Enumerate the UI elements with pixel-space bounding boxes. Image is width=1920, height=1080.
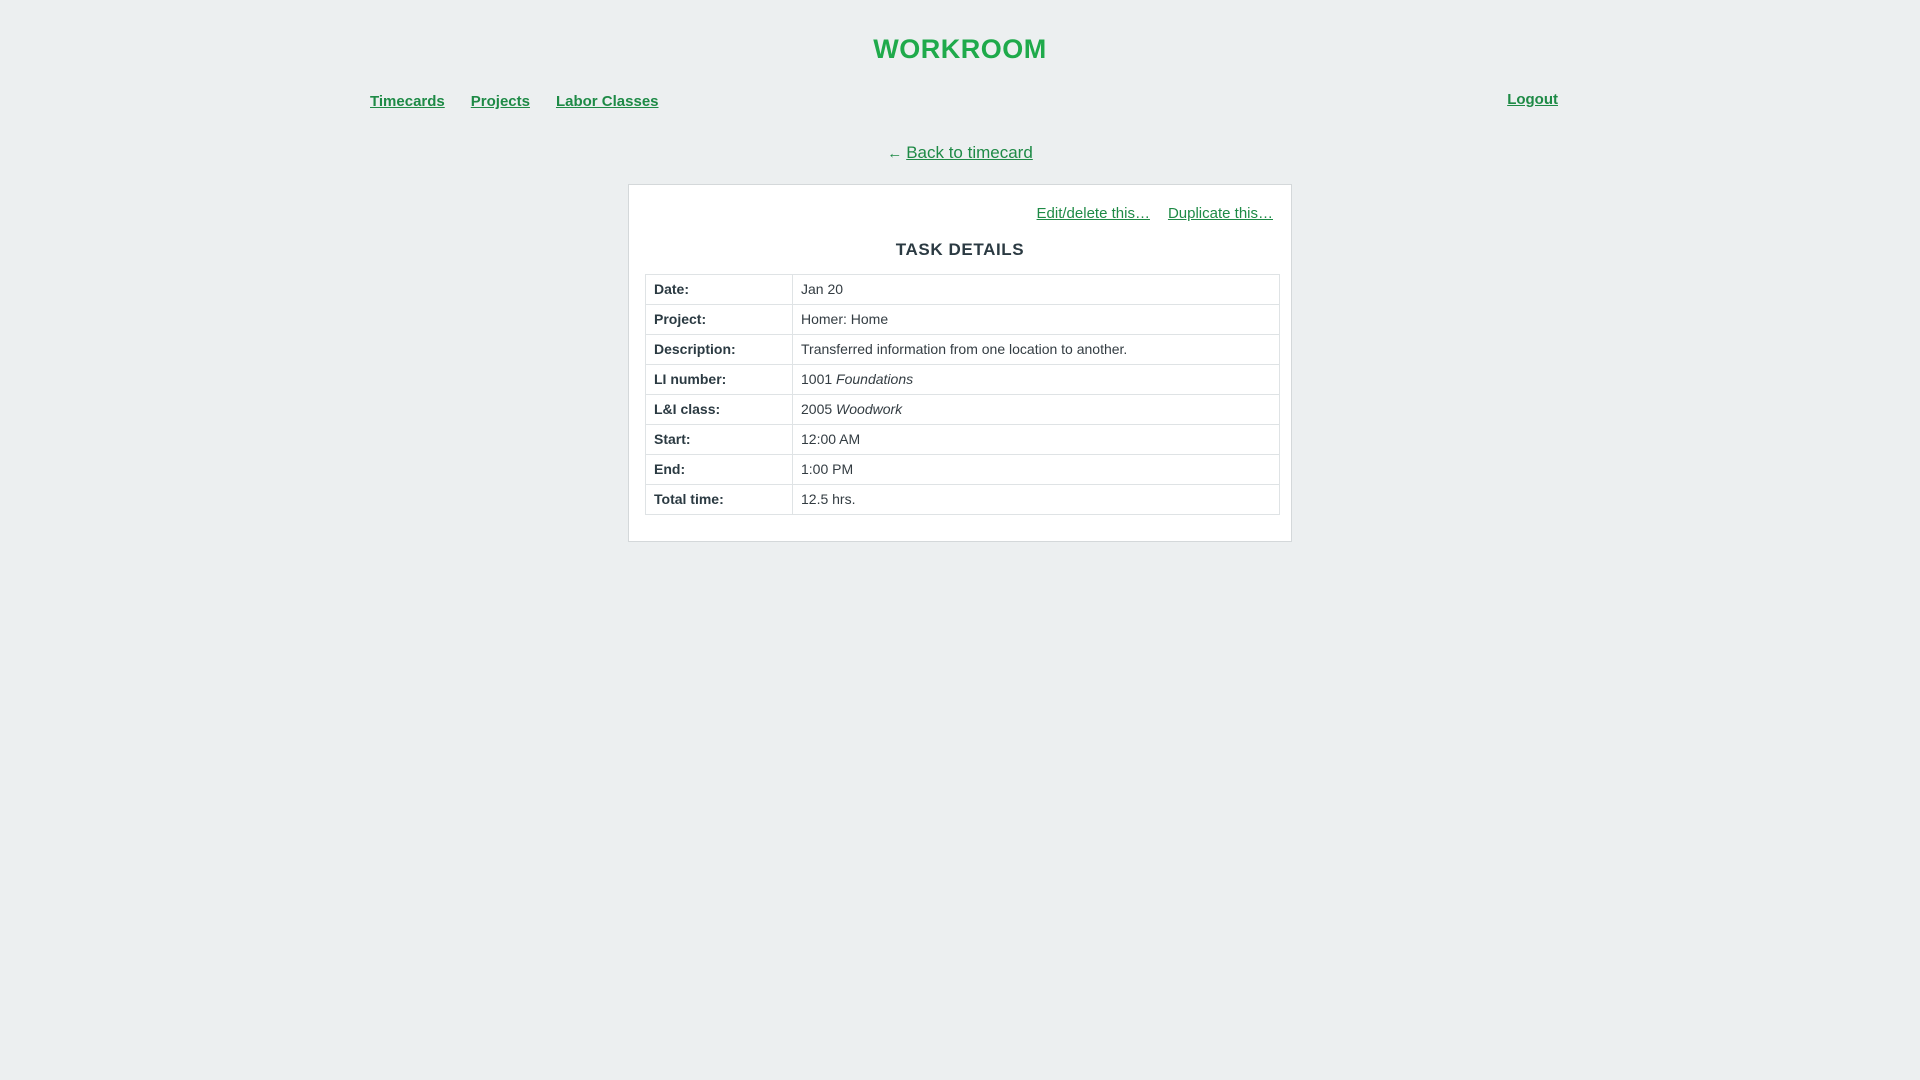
nav-links-group [370,93,659,110]
row-value-date-text: Jan 20 [801,281,844,297]
logout-link[interactable]: Logout [1507,91,1558,108]
app-brand-title: WORKROOM [873,34,1047,64]
table-row [646,395,1280,425]
row-value-description [793,335,1280,365]
row-label-start: Start: [646,425,793,455]
back-to-timecard-link[interactable]: Back to timecard [906,143,1033,162]
row-label-li-class: L&I class: [646,395,793,425]
row-value-start-text: 12:00 AM [801,431,861,447]
row-label-end: End: [646,455,793,485]
row-value-li-class-text: 2005 [801,401,837,417]
row-label-description: Description: [646,335,793,365]
row-label-project: Project: [646,305,793,335]
nav-item-projects[interactable]: Projects [470,93,530,110]
row-value-li-number-emphasis: Foundations [836,371,914,387]
row-label-li-number: LI number: [646,365,793,395]
row-value-date [793,275,1280,305]
nav-logout-group [1507,91,1558,109]
edit-delete-link[interactable]: Edit/delete this… [1036,205,1150,222]
nav-item-timecards[interactable]: Timecards [370,93,445,110]
row-value-project [793,305,1280,335]
row-value-end [793,455,1280,485]
table-row [646,305,1280,335]
row-value-end-text: 1:00 PM [801,461,854,477]
back-arrow-icon: ← [887,145,903,162]
row-value-li-number [793,365,1280,395]
row-label-date: Date: [646,275,793,305]
row-value-li-class [793,395,1280,425]
table-row [646,455,1280,485]
table-row [646,335,1280,365]
row-value-li-class-emphasis: Woodwork [836,401,903,417]
row-value-li-number-text: 1001 [801,371,837,387]
row-value-total-time [793,485,1280,515]
task-details-table [645,274,1280,515]
row-value-description-text: Transferred information from one location to another. [801,341,1128,357]
duplicate-link[interactable]: Duplicate this… [1167,205,1273,222]
task-details-card [628,184,1292,542]
table-row [646,275,1280,305]
back-to-timecard-row [0,143,1920,163]
table-row [646,365,1280,395]
row-value-total-time-text: 12.5 hrs. [801,491,856,507]
table-row [646,485,1280,515]
row-label-total-time: Total time: [646,485,793,515]
card-title: TASK DETAILS [895,240,1025,259]
main-navigation [270,93,1650,119]
row-value-project-text: Homer: Home [801,311,889,327]
nav-item-labor-classes[interactable]: Labor Classes [555,93,659,110]
table-row [646,425,1280,455]
card-actions [645,205,1275,222]
row-value-start [793,425,1280,455]
